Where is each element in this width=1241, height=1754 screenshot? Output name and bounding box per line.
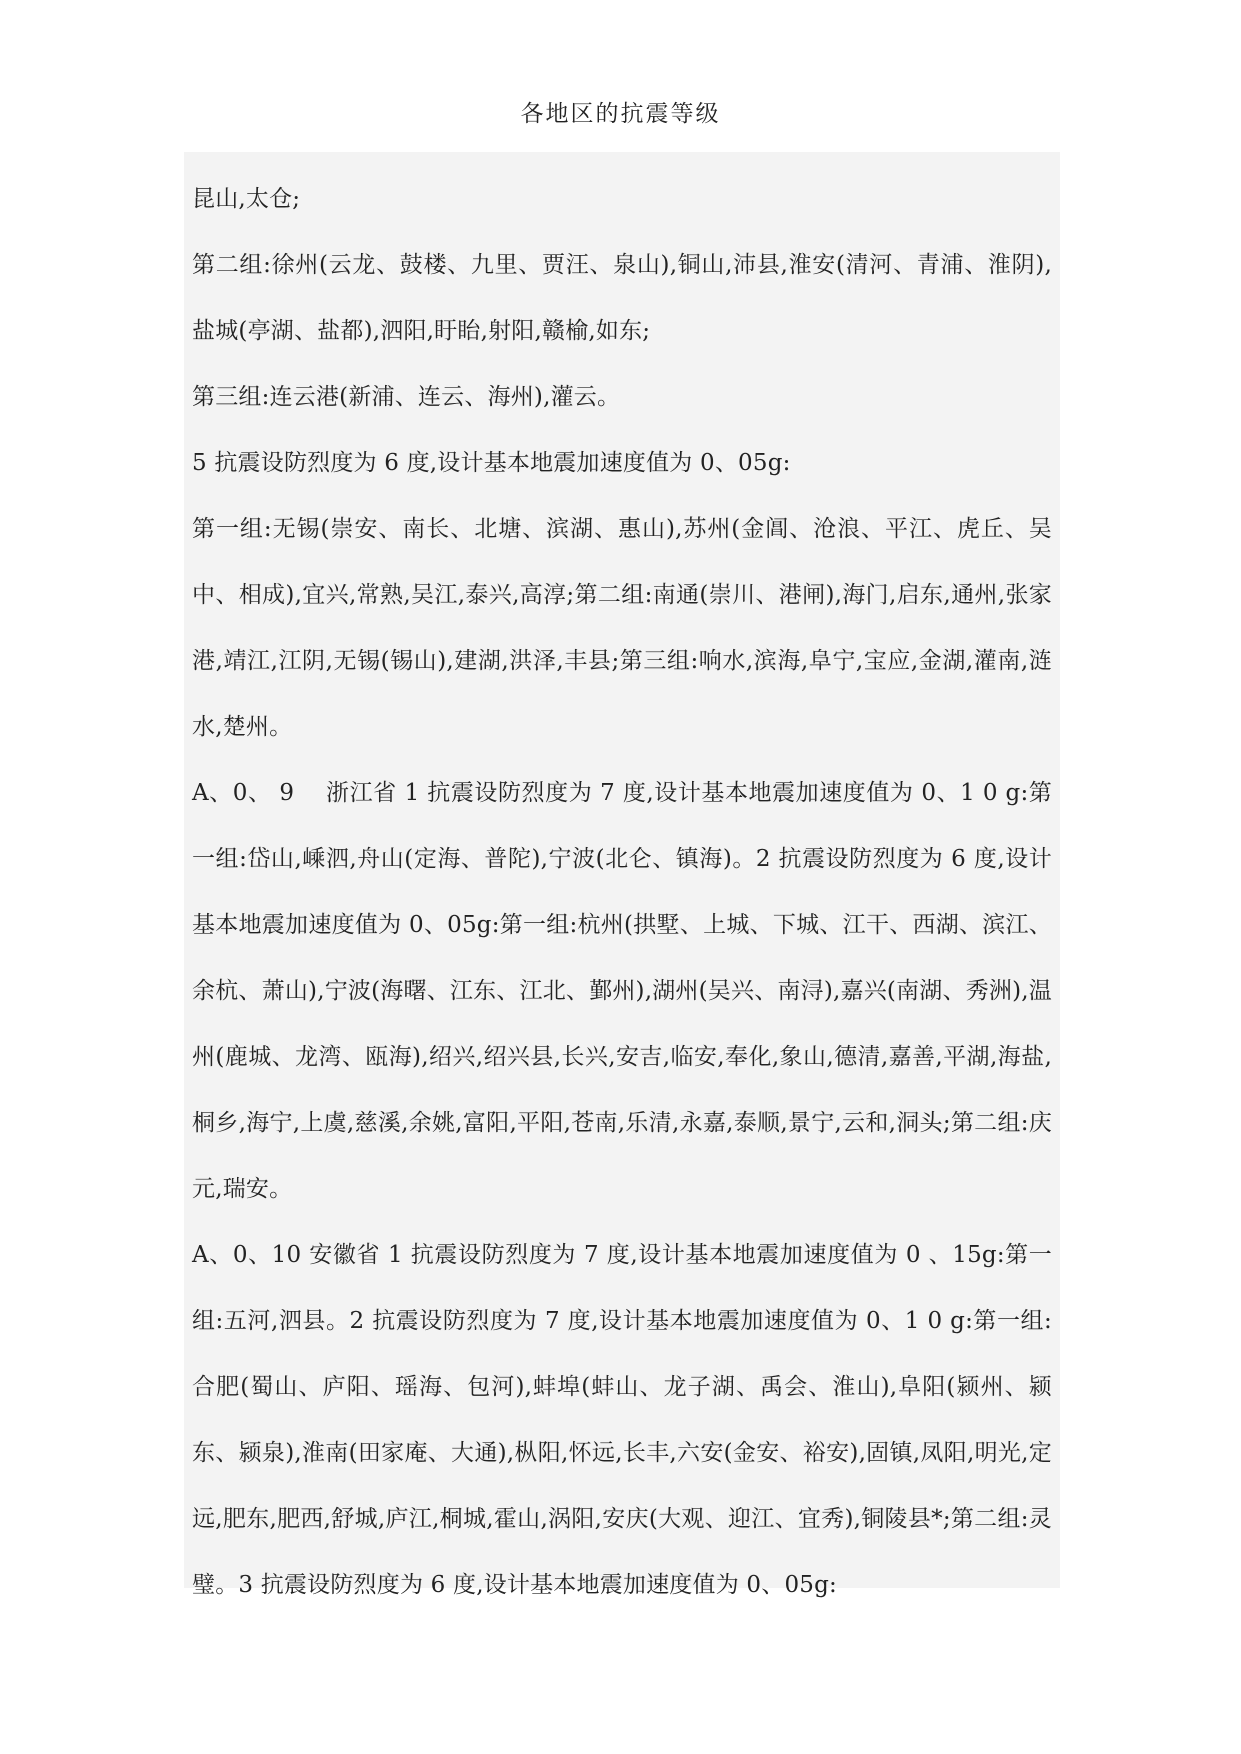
paragraph-jiangsu-group-2: 第二组:徐州(云龙、鼓楼、九里、贾汪、泉山),铜山,沛县,淮安(清河、青浦、淮阴),盐城(亭湖、盐都),泗阳,盱眙,射阳,赣榆,如东; <box>192 252 1052 344</box>
paragraph-jiangsu-intensity-6-groups: 第一组:无锡(崇安、南长、北塘、滨湖、惠山),苏州(金阊、沧浪、平江、虎丘、吴中、相成),宜兴,常熟,吴江,泰兴,高淳;第二组:南通(崇川、港闸),海门,启东,通州,张家港,靖江,江阴,无锡(锡山),建湖,洪泽,丰县;第三组:响水,滨海,阜宁,宝应,金湖,灌南,涟水,楚州。 <box>192 516 1052 740</box>
paragraph-jiangsu-group-3: 第三组:连云港(新浦、连云、海州),灌云。 <box>192 384 621 410</box>
paragraph-intensity-6-heading: 5 抗震设防烈度为 6 度,设计基本地震加速度值为 0、05g: <box>192 450 791 476</box>
paragraph-zhejiang: A、0、 9 浙江省 1 抗震设防烈度为 7 度,设计基本地震加速度值为 0、1 0 g:第一组:岱山,嵊泗,舟山(定海、普陀),宁波(北仑、镇海)。2 抗震设防烈度为 6 度,设计基本地震加速度值为 0、05g:第一组:杭州(拱墅、上城、下城、江干、西湖、滨江、余杭、萧山),宁波(海曙、江东、江北、鄞州),湖州(吴兴、南浔),嘉兴(南湖、秀洲),温州(鹿城、龙湾、瓯海),绍兴,绍兴县,长兴,安吉,临安,奉化,象山,德清,嘉善,平湖,海盐,桐乡,海宁,上虞,慈溪,余姚,富阳,平阳,苍南,乐清,永嘉,泰顺,景宁,云和,洞头;第二组:庆元,瑞安。 <box>192 780 1052 1202</box>
paragraph-anhui: A、0、10 安徽省 1 抗震设防烈度为 7 度,设计基本地震加速度值为 0 、15g:第一组:五河,泗县。2 抗震设防烈度为 7 度,设计基本地震加速度值为 0、1 0 g:第一组:合肥(蜀山、庐阳、瑶海、包河),蚌埠(蚌山、龙子湖、禹会、淮山),阜阳(颍州、颍东、颍泉),淮南(田家庵、大通),枞阳,怀远,长丰,六安(金安、裕安),固镇,凤阳,明光,定远,肥东,肥西,舒城,庐江,桐城,霍山,涡阳,安庆(大观、迎江、宜秀),铜陵县*;第二组:灵璧。3 抗震设防烈度为 6 度,设计基本地震加速度值为 0、05g: <box>192 1242 1052 1598</box>
document-body <box>184 152 1060 1598</box>
paragraph-kunshan: 昆山,太仓; <box>192 186 301 212</box>
page-title: 各地区的抗震等级 <box>520 101 721 127</box>
